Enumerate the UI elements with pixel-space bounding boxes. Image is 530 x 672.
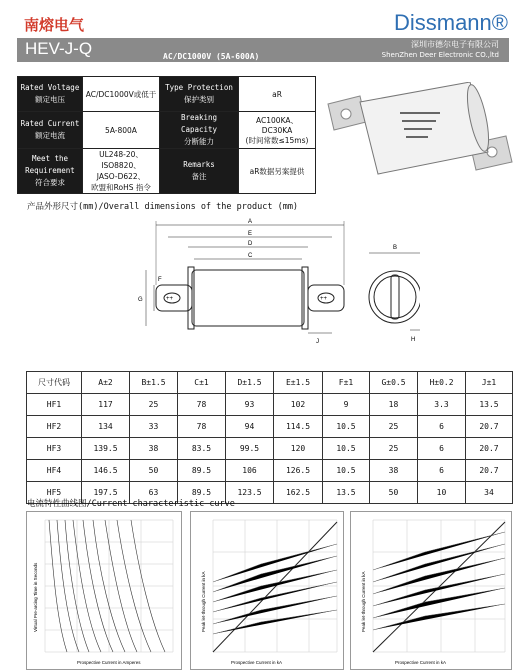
table-cell: 117 — [82, 394, 130, 416]
table-header-cell: D±1.5 — [226, 372, 274, 394]
table-cell: 89.5 — [178, 460, 226, 482]
spec-label-cn: 备注 — [191, 172, 207, 181]
table-cell: 102 — [274, 394, 323, 416]
table-cell: 89.5 — [178, 482, 226, 504]
curve-ylabel: Virtual Pre-arcing Time in Seconds — [33, 562, 38, 632]
dim-label-d: D — [248, 241, 253, 247]
spec-table — [17, 76, 316, 194]
table-row — [27, 416, 513, 438]
spec-label-en: Rated Current — [20, 119, 80, 128]
dim-label-g: G — [138, 297, 143, 303]
model-title: HEV-J-Q — [25, 39, 93, 58]
spec-label-en: Breaking Capacity — [180, 113, 218, 134]
curve-ylabel: Peak let-through Current in kA — [201, 571, 206, 632]
company-name-cn: 深圳市德尔电子有限公司 — [411, 40, 499, 49]
product-photo — [320, 82, 515, 182]
spec-value: AC/DC1000V或低于 — [85, 89, 157, 99]
spec-value: aR数据另案提供 — [249, 166, 305, 176]
table-cell: 114.5 — [274, 416, 323, 438]
table-cell: 50 — [370, 482, 418, 504]
table-cell: 134 — [82, 416, 130, 438]
table-cell: 20.7 — [466, 438, 513, 460]
table-cell: 3.3 — [418, 394, 466, 416]
spec-value-cell — [83, 77, 160, 112]
dim-label-f: F — [158, 277, 162, 283]
table-header-cell: J±1 — [466, 372, 513, 394]
table-cell: 146.5 — [82, 460, 130, 482]
table-cell: 34 — [466, 482, 513, 504]
curve-xlabel: Prospective Current in kA — [231, 660, 283, 665]
table-row — [27, 460, 513, 482]
dimensions-title: 产品外形尺寸(mm)/Overall dimensions of the product (mm) — [27, 202, 299, 212]
spec-header-cell — [160, 112, 239, 149]
table-header-cell: 尺寸代码 — [27, 372, 82, 394]
spec-header-cell — [160, 77, 239, 112]
table-header-cell: E±1.5 — [274, 372, 323, 394]
table-cell: 18 — [370, 394, 418, 416]
dimension-drawing — [100, 215, 420, 355]
spec-value: 欧盟和RoHS 指令 — [91, 183, 151, 192]
dim-label-e: E — [248, 231, 253, 237]
table-cell: 120 — [274, 438, 323, 460]
table-cell: 139.5 — [82, 438, 130, 460]
table-header-row — [27, 372, 513, 394]
rating-text: AC/DC1000V (5A-600A) — [163, 52, 260, 61]
peak-current-curve-1 — [190, 511, 344, 670]
table-cell: 78 — [178, 416, 226, 438]
table-cell: 123.5 — [226, 482, 274, 504]
spec-label-cn: 额定电压 — [35, 95, 65, 104]
spec-value-cell — [239, 112, 316, 149]
spec-row — [18, 149, 316, 194]
table-cell: 20.7 — [466, 460, 513, 482]
table-cell: 10.5 — [323, 416, 370, 438]
spec-value: UL248-20、ISO8820、 — [99, 150, 143, 170]
dim-label-h: H — [411, 337, 416, 343]
table-cell: 6 — [418, 438, 466, 460]
spec-value-cell — [239, 149, 316, 194]
table-cell: 94 — [226, 416, 274, 438]
time-current-curve — [26, 511, 182, 670]
curve-xlabel: Prospective Current in kA — [395, 660, 447, 665]
table-cell: 93 — [226, 394, 274, 416]
spec-value-cell — [83, 112, 160, 149]
spec-header-cell — [18, 149, 83, 194]
spec-header-cell — [18, 77, 83, 112]
spec-label-en: Type Protection — [165, 83, 233, 92]
table-cell: 13.5 — [323, 482, 370, 504]
table-cell: 10.5 — [323, 460, 370, 482]
title-bar — [17, 38, 509, 62]
dim-label-c: C — [248, 253, 253, 259]
table-cell: 20.7 — [466, 416, 513, 438]
dimensions-table — [26, 371, 513, 504]
spec-value: 5A-800A — [105, 125, 137, 135]
table-cell: 106 — [226, 460, 274, 482]
dim-label-a: A — [248, 219, 253, 225]
table-cell: 9 — [323, 394, 370, 416]
curve-xlabel: Prospective Current in Amperes — [77, 660, 141, 665]
table-row — [27, 438, 513, 460]
spec-row — [18, 112, 316, 149]
table-cell: 38 — [370, 460, 418, 482]
spec-value-cell — [83, 149, 160, 194]
table-cell: 6 — [418, 416, 466, 438]
table-cell: 83.5 — [178, 438, 226, 460]
table-cell: HF1 — [27, 394, 82, 416]
table-cell: 162.5 — [274, 482, 323, 504]
spec-header-cell — [160, 149, 239, 194]
spec-value: AC100KA、DC30KA — [256, 115, 298, 135]
spec-label-cn: 符合要求 — [35, 178, 65, 187]
table-cell: 13.5 — [466, 394, 513, 416]
spec-label-cn: 保护类别 — [184, 95, 214, 104]
table-cell: HF5 — [27, 482, 82, 504]
spec-label-en: Remarks — [183, 160, 215, 169]
table-cell: 25 — [370, 416, 418, 438]
spec-label-cn: 分断能力 — [184, 137, 214, 146]
spec-value: (时间常数≤15ms) — [245, 135, 309, 145]
table-cell: 126.5 — [274, 460, 323, 482]
dim-label-j: J — [316, 339, 319, 345]
spec-row — [18, 77, 316, 112]
spec-header-cell — [18, 112, 83, 149]
dim-label-b: B — [393, 245, 398, 251]
table-cell: 197.5 — [82, 482, 130, 504]
brand-cn: 南熔电气 — [24, 16, 85, 34]
company-name-en: ShenZhen Deer Electronic CO.,ltd — [381, 51, 499, 59]
table-header-cell: B±1.5 — [130, 372, 178, 394]
spec-label-en: Meet the — [31, 154, 69, 163]
table-row — [27, 394, 513, 416]
plus-symbol: ++ — [166, 296, 174, 302]
spec-label-en: Rated Voltage — [20, 83, 80, 92]
table-header-cell: C±1 — [178, 372, 226, 394]
table-cell: 10 — [418, 482, 466, 504]
table-cell: HF2 — [27, 416, 82, 438]
curve-title: 电流特性曲线图/Current characteristic curve — [27, 499, 235, 509]
table-cell: 25 — [130, 394, 178, 416]
table-cell: 50 — [130, 460, 178, 482]
table-cell: 33 — [130, 416, 178, 438]
plus-symbol: ++ — [320, 296, 328, 302]
spec-label-cn: 额定电流 — [35, 131, 65, 140]
table-header-cell: H±0.2 — [418, 372, 466, 394]
table-cell: 6 — [418, 460, 466, 482]
table-cell: HF4 — [27, 460, 82, 482]
table-cell: 10.5 — [323, 438, 370, 460]
table-header-cell: A±2 — [82, 372, 130, 394]
peak-current-curve-2 — [350, 511, 512, 670]
table-cell: 25 — [370, 438, 418, 460]
table-cell: 99.5 — [226, 438, 274, 460]
table-cell: 78 — [178, 394, 226, 416]
table-cell: 38 — [130, 438, 178, 460]
table-header-cell: G±0.5 — [370, 372, 418, 394]
curve-ylabel: Peak let-through Current in kA — [361, 571, 366, 632]
spec-value: aR — [272, 89, 282, 99]
spec-value: JASO-D622、 — [96, 172, 146, 181]
table-cell: 63 — [130, 482, 178, 504]
table-header-cell: F±1 — [323, 372, 370, 394]
spec-label-en: Requirement — [25, 166, 75, 175]
brand-logo: Dissmann® — [393, 10, 508, 35]
table-cell: HF3 — [27, 438, 82, 460]
spec-value-cell — [239, 77, 316, 112]
